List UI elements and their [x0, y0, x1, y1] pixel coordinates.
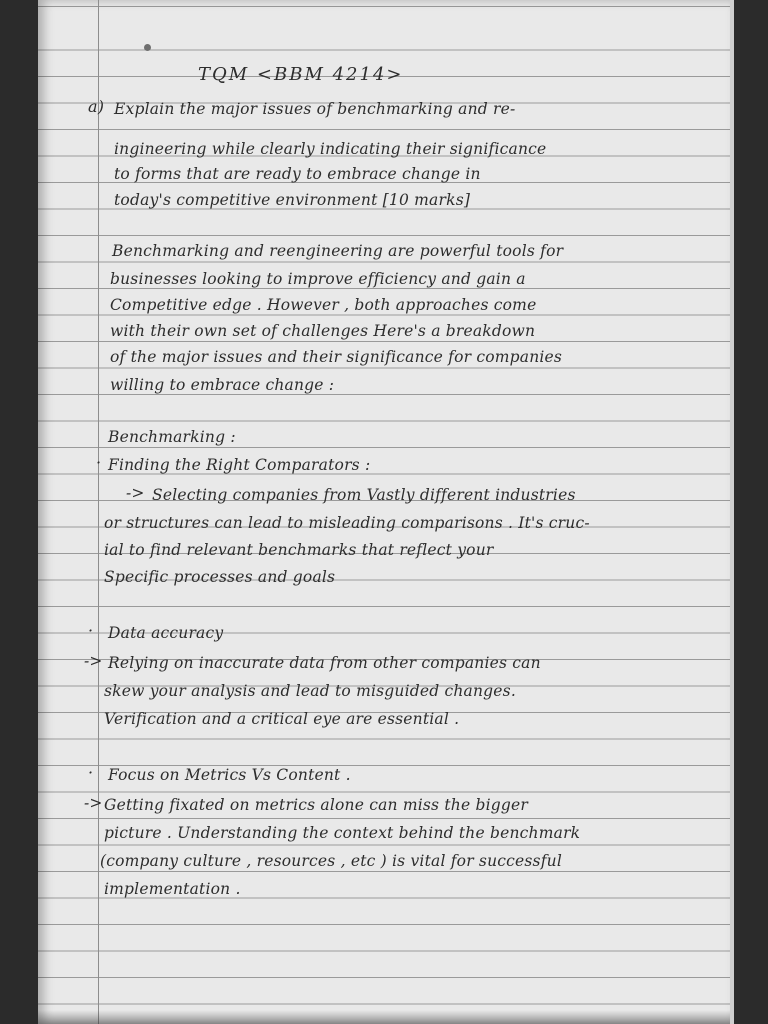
question-line: ingineering while clearly indicating their significance	[114, 140, 547, 158]
intro-line: Competitive edge . However , both approaches come	[110, 296, 537, 314]
question-line: today's competitive environment [10 marks]	[114, 191, 471, 209]
point-line: Selecting companies from Vastly different industries	[152, 486, 576, 504]
point-title: Finding the Right Comparators :	[108, 456, 371, 474]
question-line: to forms that are ready to embrace change in	[114, 165, 481, 183]
page-edge-shadow	[38, 1010, 730, 1024]
arrow-marker: ->	[126, 484, 145, 502]
arrow-marker: ->	[84, 794, 103, 812]
intro-line: willing to embrace change :	[110, 376, 335, 394]
bullet-marker: ·	[96, 453, 102, 472]
question-label: a)	[88, 97, 105, 116]
point-line: ial to find relevant benchmarks that reflect your	[104, 541, 494, 559]
point-line: or structures can lead to misleading comparisons . It's cruc-	[104, 514, 590, 532]
bullet-marker: ·	[88, 763, 94, 782]
point-line: implementation .	[104, 880, 241, 898]
margin-line	[96, 0, 102, 1024]
intro-line: of the major issues and their significance for companies	[110, 348, 563, 366]
ink-dot	[144, 44, 151, 51]
point-title: Data accuracy	[108, 624, 224, 642]
bullet-marker: ·	[88, 621, 94, 640]
intro-line: Benchmarking and reengineering are powerful tools for	[112, 242, 564, 260]
question-line: Explain the major issues of benchmarking and re-	[114, 100, 516, 118]
section-heading: Benchmarking :	[108, 428, 236, 446]
page-title: TQM <BBM 4214>	[198, 64, 404, 85]
intro-line: businesses looking to improve efficiency and gain a	[110, 270, 526, 288]
point-line: picture . Understanding the context behind the benchmark	[104, 824, 581, 842]
point-line: Verification and a critical eye are essential .	[104, 710, 460, 728]
point-title: Focus on Metrics Vs Content .	[108, 766, 351, 784]
point-line: Relying on inaccurate data from other companies can	[108, 654, 541, 672]
point-line: (company culture , resources , etc ) is vital for successful	[100, 852, 562, 870]
point-line: Specific processes and goals	[104, 568, 336, 586]
point-line: skew your analysis and lead to misguided changes.	[104, 682, 516, 700]
intro-line: with their own set of challenges Here's a breakdown	[110, 322, 536, 340]
point-line: Getting fixated on metrics alone can miss the bigger	[104, 796, 528, 814]
arrow-marker: ->	[84, 652, 103, 670]
